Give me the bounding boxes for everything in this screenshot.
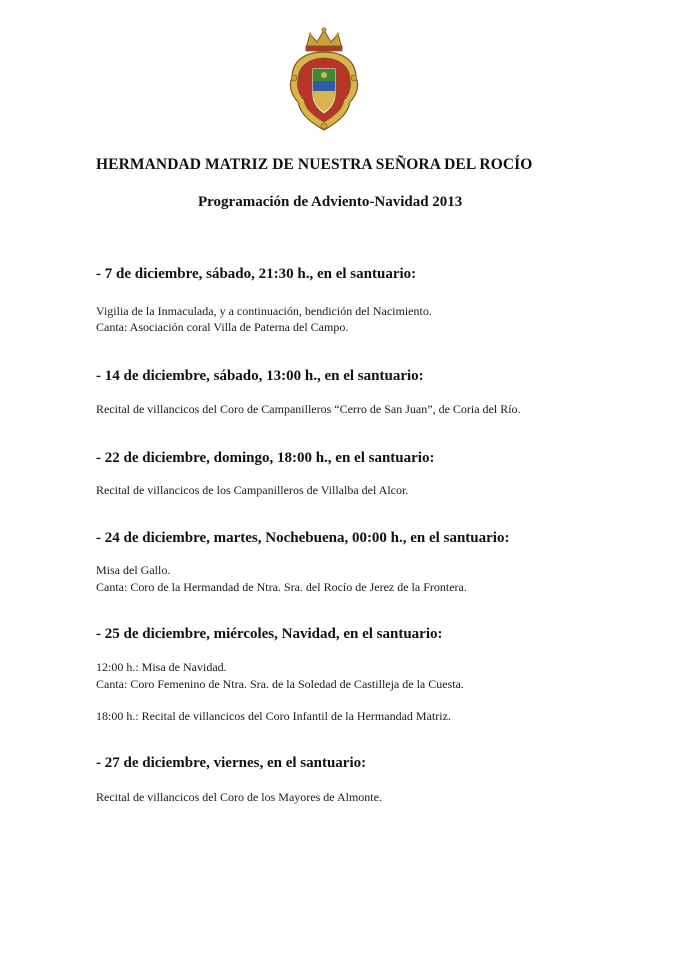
event-line: Recital de villancicos del Coro de los Mayores de Almonte. (96, 790, 382, 804)
coat-of-arms-icon (284, 26, 364, 134)
event-line: Recital de villancicos de los Campanilleros de Villalba del Alcor. (96, 483, 409, 497)
event-heading-dec-24: - 24 de diciembre, martes, Nochebuena, 00:00 h., en el santuario: (96, 530, 510, 546)
event-line: Vigilia de la Inmaculada, y a continuación, bendición del Nacimiento. (96, 304, 432, 318)
event-heading-dec-14: - 14 de diciembre, sábado, 13:00 h., en el santuario: (96, 368, 424, 384)
event-line: Recital de villancicos del Coro de Campanilleros “Cerro de San Juan”, de Coria del Río. (96, 402, 521, 416)
event-line: 12:00 h.: Misa de Navidad. (96, 660, 227, 674)
event-heading-dec-22: - 22 de diciembre, domingo, 18:00 h., en el santuario: (96, 450, 435, 466)
event-heading-dec-25: - 25 de diciembre, miércoles, Navidad, en el santuario: (96, 626, 443, 642)
event-heading-dec-27: - 27 de diciembre, viernes, en el santuario: (96, 755, 367, 771)
document-subtitle: Programación de Adviento-Navidad 2013 (198, 194, 463, 210)
document-title: HERMANDAD MATRIZ DE NUESTRA SEÑORA DEL ROCÍO (96, 156, 533, 173)
event-line: Misa del Gallo. (96, 563, 171, 577)
event-line: 18:00 h.: Recital de villancicos del Coro Infantil de la Hermandad Matriz. (96, 709, 451, 723)
event-line: Canta: Coro Femenino de Ntra. Sra. de la Soledad de Castilleja de la Cuesta. (96, 677, 464, 691)
event-line: Canta: Asociación coral Villa de Paterna del Campo. (96, 320, 349, 334)
event-heading-dec-7: - 7 de diciembre, sábado, 21:30 h., en el santuario: (96, 266, 417, 282)
event-line: Canta: Coro de la Hermandad de Ntra. Sra. del Rocío de Jerez de la Frontera. (96, 580, 467, 594)
crown-icon (306, 28, 342, 51)
